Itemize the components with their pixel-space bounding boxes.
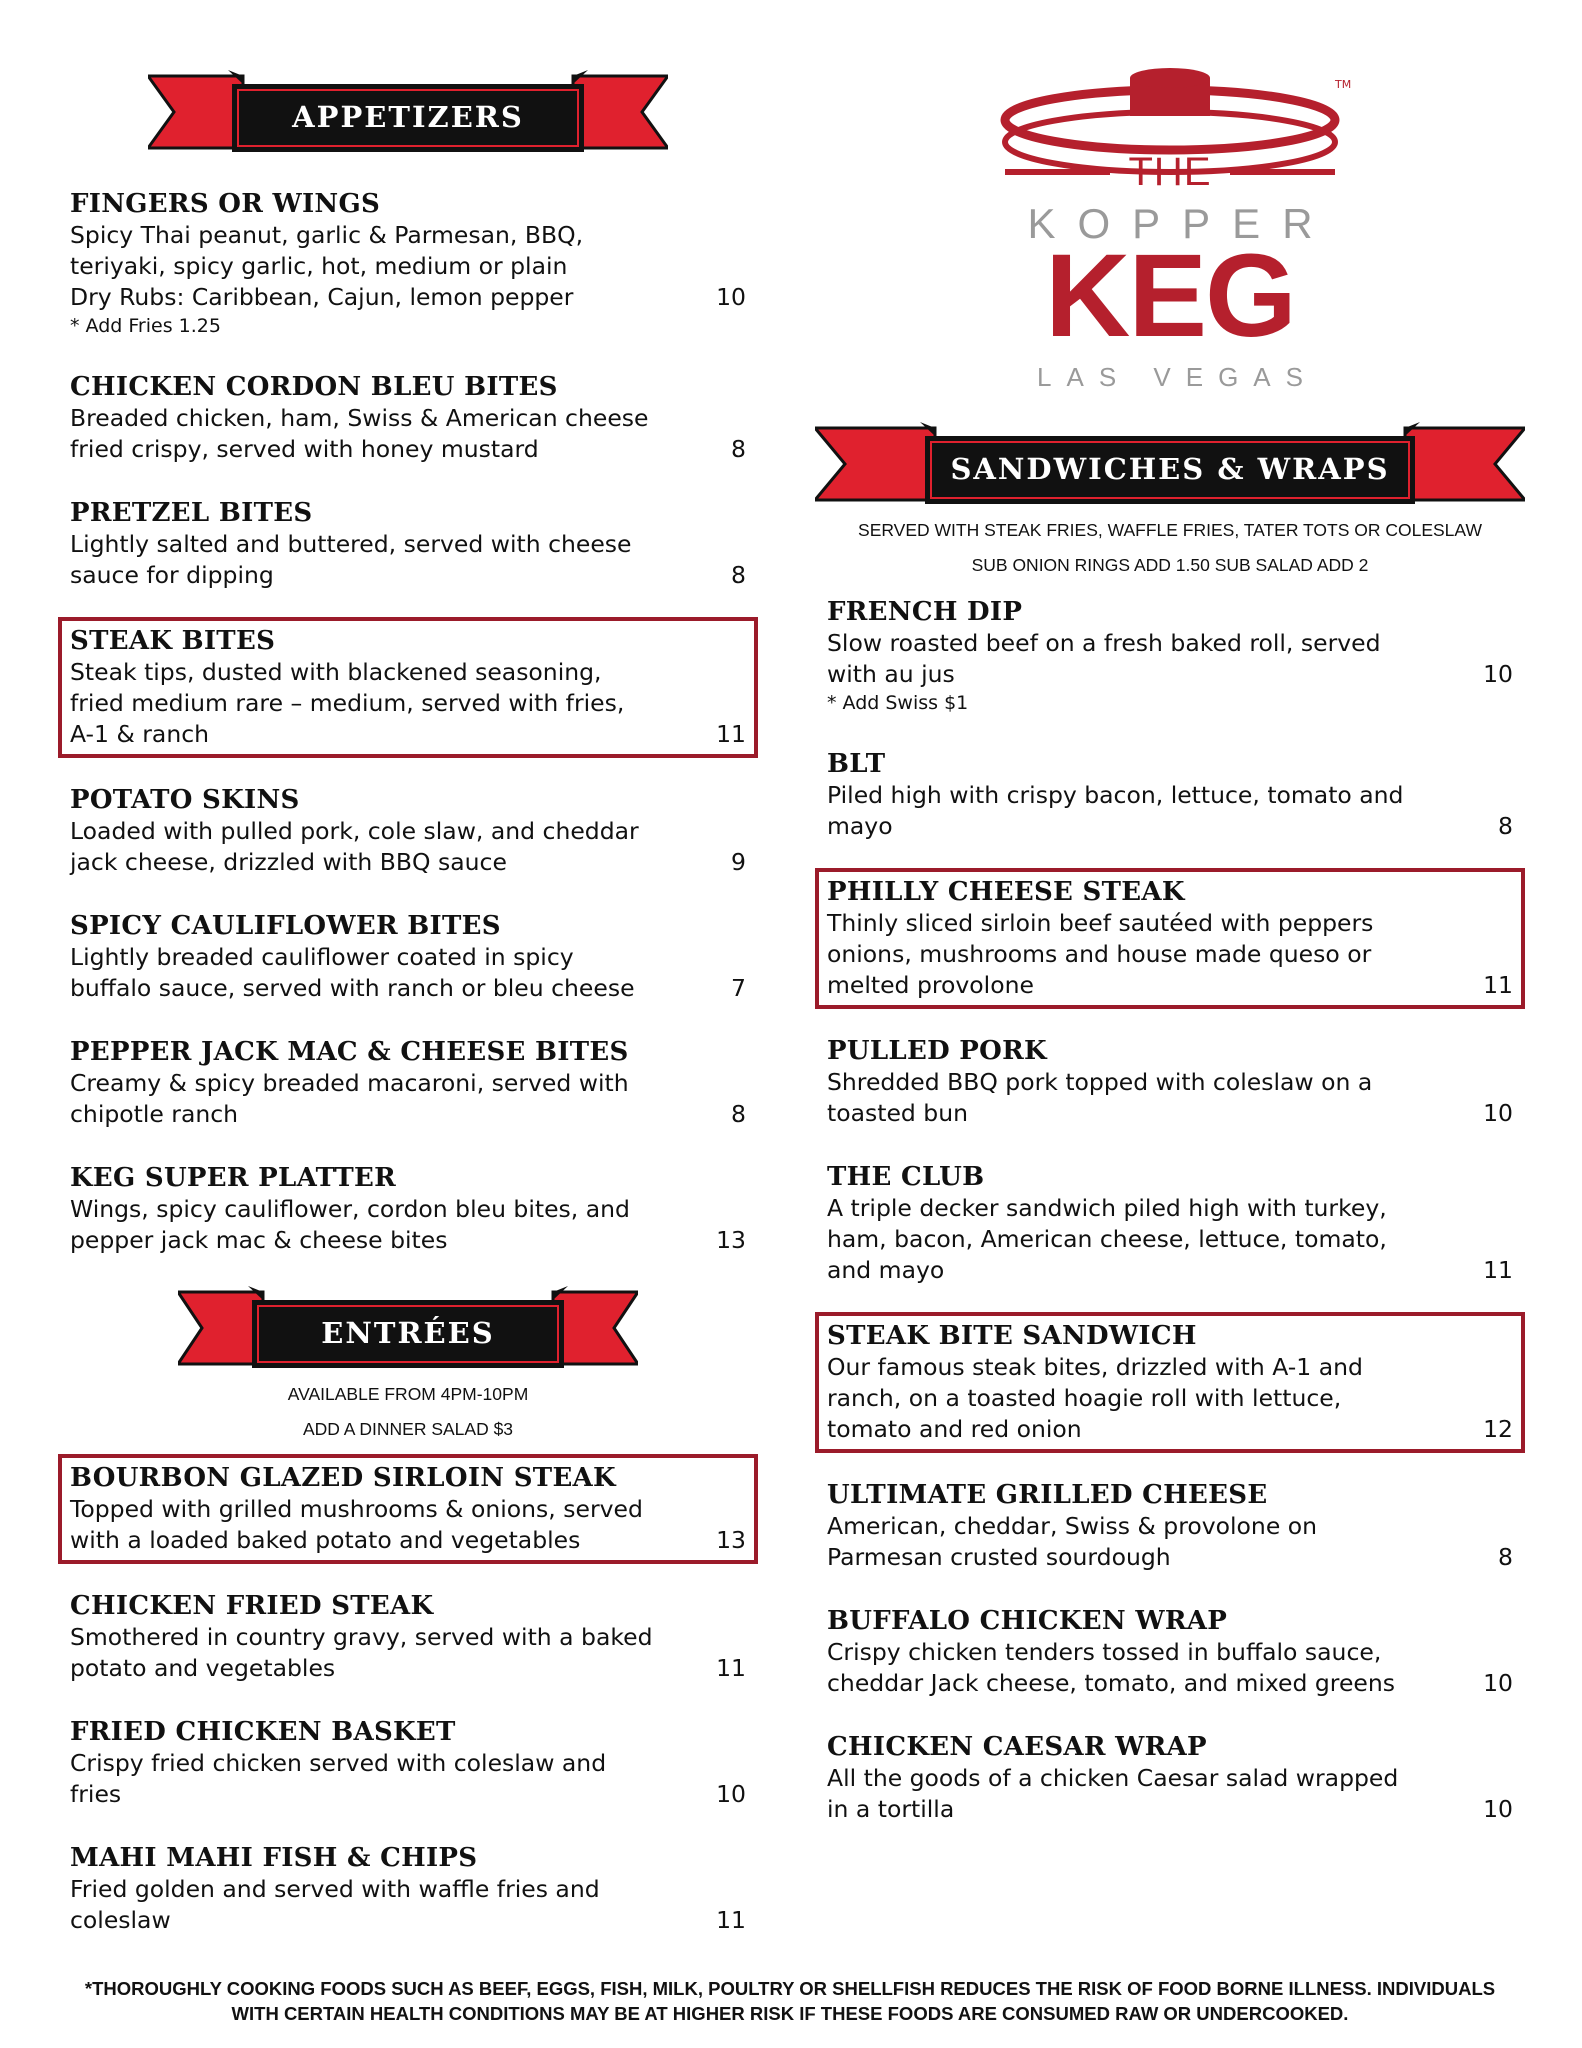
entrees-note-hours: AVAILABLE FROM 4PM-10PM [287,1384,529,1404]
menu-item-description: Piled high with crispy bacon, lettuce, tomato and mayo [827,781,1404,840]
menu-item-name: FRENCH DIP [827,597,1023,627]
menu-item-name: POTATO SKINS [70,785,300,815]
menu-item-name: PEPPER JACK MAC & CHEESE BITES [70,1037,629,1067]
menu-item-name: BUFFALO CHICKEN WRAP [827,1606,1228,1636]
menu-item-name: CHICKEN CORDON BLEU BITES [70,372,558,402]
menu-item-price: 9 [731,848,746,876]
entrees-title: ENTRÉES [321,1316,495,1350]
logo-tm: TM [1335,78,1352,91]
menu-item-description: Spicy Thai peanut, garlic & Parmesan, BBQ, teriyaki, spicy garlic, hot, medium or plain Dry Rubs: Caribbean, Cajun, lemon pepper [70,221,584,311]
menu-item-price: 12 [1483,1415,1513,1443]
menu-item-description: Shredded BBQ pork topped with coleslaw on a toasted bun [827,1068,1373,1127]
menu-item-name: PULLED PORK [827,1036,1047,1066]
menu-item-description: Lightly salted and buttered, served with cheese sauce for dipping [70,530,632,589]
entrees-note-salad: ADD A DINNER SALAD $3 [302,1419,514,1439]
entree-list [58,1454,758,1942]
menu-item-price: 10 [1483,1669,1513,1697]
menu-item-name: BOURBON GLAZED SIRLOIN STEAK [70,1463,616,1493]
menu-item-price: 11 [716,720,746,748]
menu-item [58,1156,758,1262]
sandwiches-banner [815,420,1525,512]
menu-item-addon: * Add Fries 1.25 [70,315,221,337]
logo-kopper: KOPPER [1027,200,1335,247]
menu-item-description: Lightly breaded cauliflower coated in spicy buffalo sauce, served with ranch or bleu cheese [70,943,635,1002]
sandwich-list [815,590,1525,1831]
menu-item-description: Creamy & spicy breaded macaroni, served with chipotle ranch [70,1069,629,1128]
menu-item-price: 13 [716,1526,746,1554]
menu-item-name: KEG SUPER PLATTER [70,1163,397,1193]
appetizer-list [58,182,758,1262]
food-safety-disclaimer: *THOROUGHLY COOKING FOODS SUCH AS BEEF, EGGS, FISH, MILK, POULTRY OR SHELLFISH REDUCES THE RISK OF FOOD BORNE ILLNESS. INDIVIDUALS WITH CERTAIN HEALTH CONDITIONS MAY BE AT HIGHER RISK IF THESE FOODS ARE CONSUMED RAW OR UNDERCOOKED. [84,1978,1496,2024]
appetizers-banner [148,68,668,160]
menu-item-description: Topped with grilled mushrooms & onions, served with a loaded baked potato and vegetables [70,1495,643,1554]
sandwiches-note-sides: SERVED WITH STEAK FRIES, WAFFLE FRIES, TATER TOTS OR COLESLAW [858,520,1482,540]
logo-the: THE [1128,150,1212,194]
menu-item-price: 8 [731,1100,746,1128]
menu-item-price: 10 [716,1780,746,1808]
menu-item-price: 11 [716,1906,746,1934]
entrees-banner [178,1284,638,1376]
menu-item-name: SPICY CAULIFLOWER BITES [70,911,501,941]
logo-keg: KEG [1045,230,1295,362]
menu-item [58,182,758,345]
menu-item-description: Smothered in country gravy, served with a baked potato and vegetables [70,1623,653,1682]
menu-item-description: Crispy chicken tenders tossed in buffalo sauce, cheddar Jack cheese, tomato, and mixed greens [827,1638,1396,1697]
menu-item-price: 11 [1483,1256,1513,1284]
menu-item-price: 11 [1483,971,1513,999]
menu-item [58,1836,758,1942]
menu-item-description: Crispy fried chicken served with coleslaw and fries [70,1749,607,1808]
menu-item-description: Fried golden and served with waffle fries and coleslaw [70,1875,600,1934]
menu-item-price: 10 [1483,660,1513,688]
menu-item-name: STEAK BITES [70,626,276,656]
sandwiches-notes [815,520,1525,576]
menu-item [815,1725,1525,1831]
menu-item [58,1030,758,1136]
menu-item-description: A triple decker sandwich piled high with turkey, ham, bacon, American cheese, lettuce, tomato, and mayo [827,1194,1387,1284]
menu-item-description: All the goods of a chicken Caesar salad wrapped in a tortilla [827,1764,1399,1823]
menu-item-description: Slow roasted beef on a fresh baked roll, served with au jus [827,629,1381,688]
menu-item-name: BLT [827,749,886,779]
menu-item-price: 8 [1498,1543,1513,1571]
menu-item [58,778,758,884]
sandwiches-title: SANDWICHES & WRAPS [950,452,1390,486]
menu-item-description: American, cheddar, Swiss & provolone on Parmesan crusted sourdough [827,1512,1318,1571]
menu-item [58,1454,758,1564]
menu-item [58,1710,758,1816]
menu-item-name: MAHI MAHI FISH & CHIPS [70,1843,478,1873]
menu-item-description: Steak tips, dusted with blackened seasoning, fried medium rare – medium, served with fries, A-1 & ranch [70,658,625,748]
menu-item [815,1599,1525,1705]
menu-item-price: 8 [731,561,746,589]
menu-item-name: FINGERS OR WINGS [70,189,381,219]
kopper-keg-logo [1000,60,1360,400]
menu-item-description: Thinly sliced sirloin beef sautéed with peppers onions, mushrooms and house made queso or melted provolone [827,909,1374,999]
menu-item [58,617,758,758]
menu-item-name: THE CLUB [827,1162,985,1192]
menu-item-price: 10 [1483,1795,1513,1823]
menu-item-description: Wings, spicy cauliflower, cordon bleu bites, and pepper jack mac & cheese bites [70,1195,630,1254]
menu-item-price: 13 [716,1226,746,1254]
menu-item [58,365,758,471]
appetizers-title: APPETIZERS [292,100,524,134]
menu-item-description: Breaded chicken, ham, Swiss & American cheese fried crispy, served with honey mustard [70,404,649,463]
menu-item [815,742,1525,848]
menu-item [815,590,1525,722]
menu-item [815,1312,1525,1453]
menu-item-name: PRETZEL BITES [70,498,313,528]
menu-item-name: PHILLY CHEESE STEAK [827,877,1185,907]
menu-item [58,491,758,597]
left-column [58,68,758,1962]
entrees-notes [58,1384,758,1440]
sandwiches-note-subs: SUB ONION RINGS ADD 1.50 SUB SALAD ADD 2 [971,555,1369,575]
menu-item [58,1584,758,1690]
menu-item [815,868,1525,1009]
menu-item-addon: * Add Swiss $1 [827,692,969,714]
menu-item [815,1473,1525,1579]
logo-city: LAS VEGAS [1037,362,1318,392]
menu-item-price: 11 [716,1654,746,1682]
menu-item-name: ULTIMATE GRILLED CHEESE [827,1480,1268,1510]
menu-item-name: STEAK BITE SANDWICH [827,1321,1197,1351]
menu-item [815,1155,1525,1292]
menu-item-price: 10 [1483,1099,1513,1127]
menu-item-name: FRIED CHICKEN BASKET [70,1717,456,1747]
menu-item-description: Loaded with pulled pork, cole slaw, and cheddar jack cheese, drizzled with BBQ sauce [70,817,639,876]
menu-item-price: 10 [716,283,746,311]
menu-item-price: 8 [731,435,746,463]
menu-item-description: Our famous steak bites, drizzled with A-1 and ranch, on a toasted hoagie roll with lettuce, tomato and red onion [827,1353,1363,1443]
right-column [815,60,1525,1851]
menu-item-name: CHICKEN FRIED STEAK [70,1591,434,1621]
menu-item-name: CHICKEN CAESAR WRAP [827,1732,1207,1762]
menu-item-price: 8 [1498,812,1513,840]
menu-item [58,904,758,1010]
menu-item-price: 7 [731,974,746,1002]
menu-item [815,1029,1525,1135]
